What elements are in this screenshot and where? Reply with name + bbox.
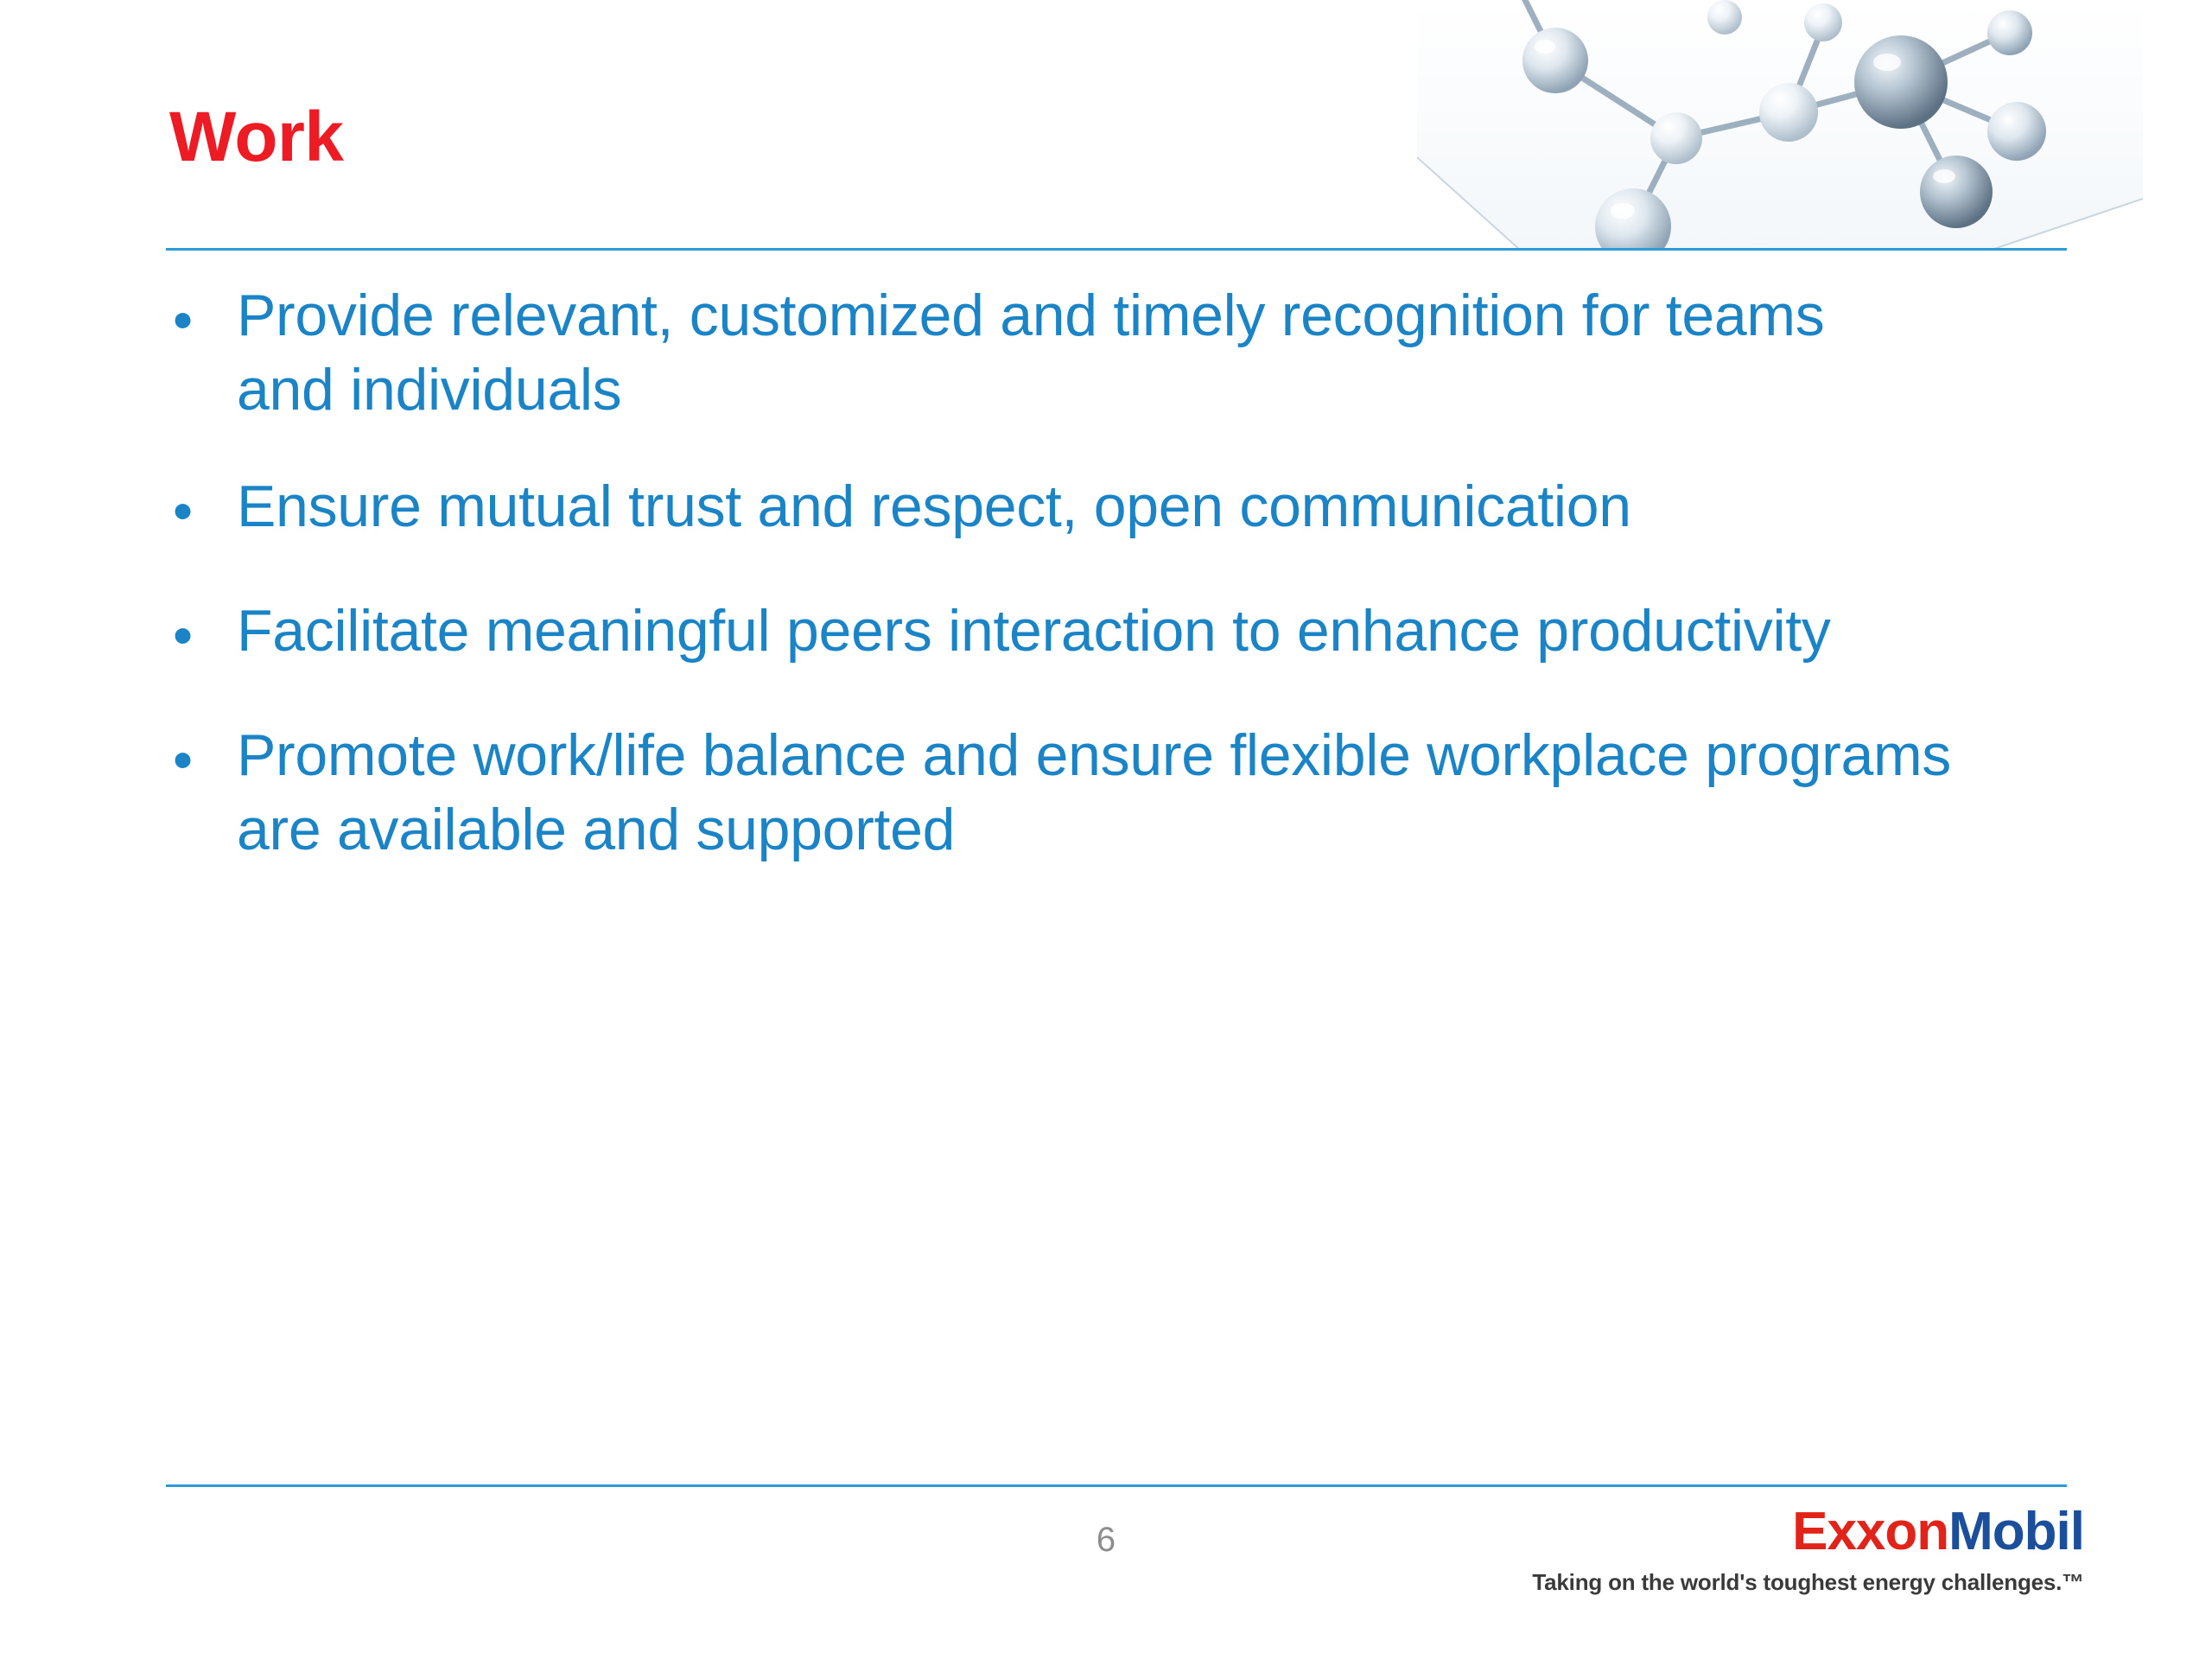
list-item	[166, 718, 2067, 868]
list-item	[166, 278, 2067, 428]
bullet-marker-icon: •	[173, 478, 194, 543]
logo-exxon-text: ExxonMobil	[1792, 1502, 2084, 1561]
bullet-list	[166, 278, 2067, 908]
bullet-marker-icon: •	[173, 288, 194, 352]
list-item	[166, 594, 2067, 677]
slide-title: Work	[169, 98, 344, 176]
footer-divider	[166, 1484, 2067, 1487]
list-item	[166, 469, 2067, 552]
logo-wordmark	[1532, 1502, 2084, 1561]
bullet-text: Promote work/life balance and ensure flexible workplace programs are available and supported	[237, 721, 1952, 863]
bullet-text: Ensure mutual trust and respect, open communication	[237, 473, 1631, 539]
page-number: 6	[1096, 1521, 1116, 1559]
exxonmobil-logo	[1532, 1502, 2084, 1596]
molecule-graphic	[1417, 0, 2143, 251]
bullet-text: Facilitate meaningful peers interaction to enhance productivity	[237, 597, 1831, 664]
bullet-marker-icon: •	[173, 727, 194, 791]
bullet-marker-icon: •	[173, 602, 194, 667]
logo-tagline: Taking on the world's toughest energy challenges.™	[1532, 1569, 2084, 1595]
bullet-text: Provide relevant, customized and timely recognition for teams and individuals	[237, 283, 1825, 423]
title-divider	[166, 248, 2067, 251]
